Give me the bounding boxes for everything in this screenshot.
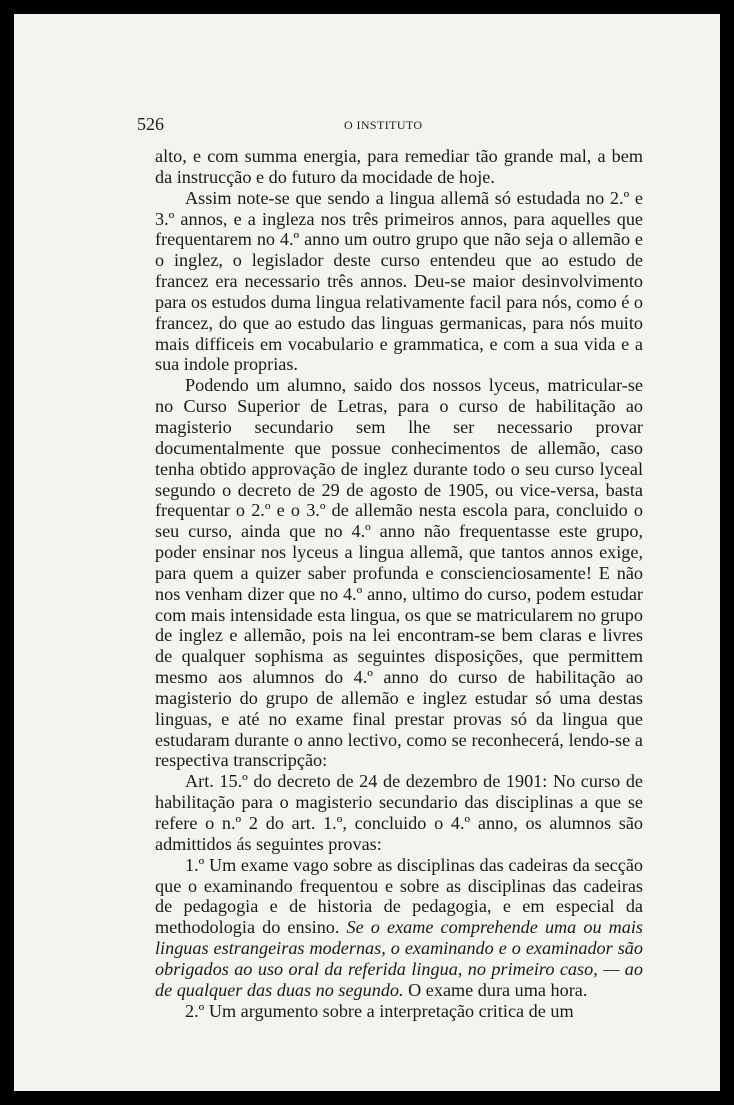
paragraph-second-exam: 2.º Um argumento sobre a interpretação critica de um xyxy=(185,1000,574,1021)
paragraph-decree-article: Art. 15.º do decreto de 24 de dezembro de 1901: No curso de habilitação para o magisterio secundario das disciplinas a que se refere o n.º 2 do art. 1.º, concluido o 4.º anno, os alumnos são admittidos ás seguintes provas: xyxy=(155,771,643,854)
body-text xyxy=(155,146,643,1021)
first-exam-italic: Se o exame comprehende uma ou mais linguas estrangeiras modernas, o examinando e o examinador são obrigados ao uso oral da referida lingua, no primeiro caso, — ao de qualquer das duas no segundo. xyxy=(155,917,644,1000)
paragraph-language-years: Assim note-se que sendo a lingua allemã só estudada no 2.º e 3.º annos, e a ingleza nos três primeiros annos, para aquelles que frequentarem no 4.º anno um outro grupo que não seja o allemão e o inglez, o legislador deste curso entendeu que ao estudo de francez era necessario três annos. Deu-se maior desinvolvimento para os estudos duma lingua relativamente facil para nós, como é o francez, do que ao estudo das linguas germanicas, para nós muito mais difficeis em vocabulario e grammatica, e com a sua vida e a sua indole proprias. xyxy=(155,187,643,375)
book-page xyxy=(14,14,720,1091)
paragraph-first-exam xyxy=(155,855,643,1001)
journal-title: O INSTITUTO xyxy=(344,118,423,132)
first-exam-duration: O exame dura uma hora. xyxy=(408,979,588,1000)
paragraph-continuation: alto, e com summa energia, para remediar tão grande mal, a bem da instrucção e do futuro da mocidade de hoje. xyxy=(155,146,643,187)
running-head xyxy=(14,114,720,134)
paragraph-enrollment: Podendo um alumno, saido dos nossos lyceus, matricular-se no Curso Superior de Letras, para o curso de habilitação ao magisterio secundario sem lhe ser necessario provar documentalmente que possue conhecimentos de allemão, caso tenha obtido approvação de inglez durante todo o seu curso lyceal segundo o decreto de 29 de agosto de 1905, ou vice-versa, basta frequentar o 2.º e o 3.º de allemão nesta escola para, concluido o seu curso, ainda que no 4.º anno não frequentasse este grupo, poder ensinar nos lyceus a lingua allemã, que tantos annos exige, para quem a quizer saber profunda e conscienciosamente! E não nos venham dizer que no 4.º anno, ultimo do curso, podem estudar com mais intensidade esta lingua, os que se matricularem no grupo de inglez e allemão, pois na lei encontram-se bem claras e livres de qualquer sophisma as seguintes disposições, que permittem mesmo aos alumnos do 4.º anno do curso de habilitação ao magisterio do grupo de allemão e inglez estudar só uma destas linguas, e até no exame final prestar provas só da lingua que estudaram durante o anno lectivo, como se reconhecerá, lendo-se a respectiva transcripção: xyxy=(155,375,643,771)
page-number: 526 xyxy=(137,114,164,134)
first-exam-text: 1.º Um exame vago sobre as disciplinas das cadeiras da secção que o examinando frequentou e sobre as disciplinas das cadeiras de pedagogia e de historia de pedagogia, e em especial da methodologia do ensino. xyxy=(155,854,643,938)
